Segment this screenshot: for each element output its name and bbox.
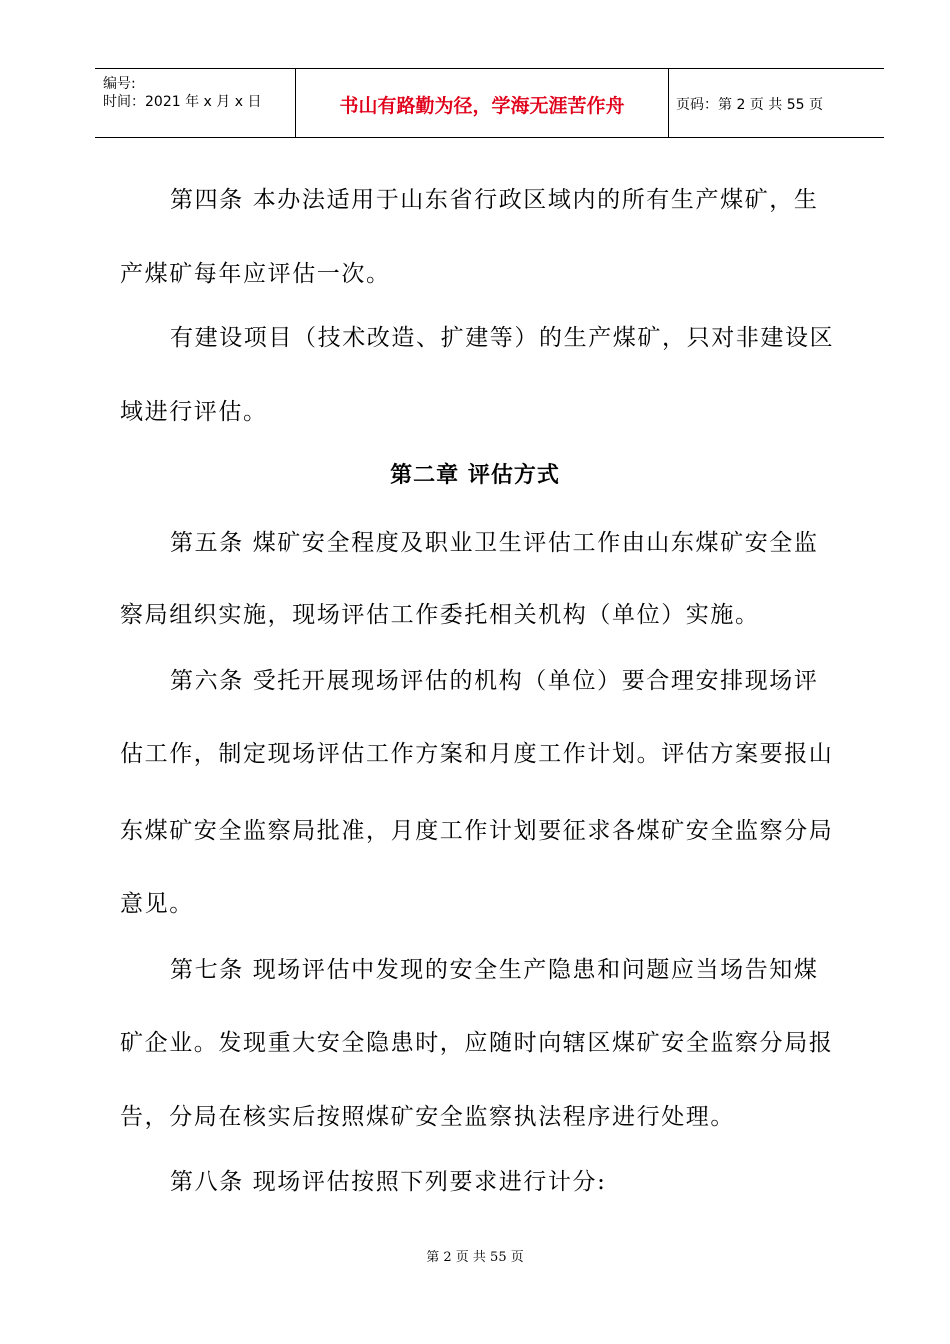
paragraph-line: 东煤矿安全监察局批准，月度工作计划要征求各煤矿安全监察分局 — [120, 818, 834, 844]
paragraph-line: 有建设项目（技术改造、扩建等）的生产煤矿，只对非建设区 — [170, 325, 835, 351]
paragraph-line: 第七条 现场评估中发现的安全生产隐患和问题应当场告知煤 — [170, 957, 819, 983]
header-page-info: 页码：第 2 页 共 55 页 — [676, 97, 823, 113]
header-page-cell — [668, 69, 884, 137]
paragraph-line: 域进行评估。 — [120, 399, 268, 425]
document-time-label: 时间：2021 年 x 月 x 日 — [103, 94, 262, 110]
paragraph-line: 察局组织实施，现场评估工作委托相关机构（单位）实施。 — [120, 602, 760, 628]
paragraph-line: 第四条 本办法适用于山东省行政区域内的所有生产煤矿，生 — [170, 187, 819, 213]
paragraph-line: 估工作，制定现场评估工作方案和月度工作计划。评估方案要报山 — [120, 741, 834, 767]
paragraph-line: 第六条 受托开展现场评估的机构（单位）要合理安排现场评 — [170, 668, 819, 694]
paragraph-line: 第五条 煤矿安全程度及职业卫生评估工作由山东煤矿安全监 — [170, 530, 819, 556]
header-motto: 书山有路勤为径，学海无涯苦作舟 — [339, 95, 625, 117]
document-header — [95, 68, 884, 138]
header-meta-cell — [95, 69, 295, 137]
paragraph-line: 告，分局在核实后按照煤矿安全监察执法程序进行处理。 — [120, 1104, 735, 1130]
paragraph-line: 意见。 — [120, 891, 194, 917]
chapter-heading: 第二章 评估方式 — [390, 463, 560, 488]
paragraph-line: 矿企业。发现重大安全隐患时，应随时向辖区煤矿安全监察分局报 — [120, 1030, 834, 1056]
paragraph-line: 产煤矿每年应评估一次。 — [120, 261, 391, 287]
document-code-label: 编号: — [103, 76, 136, 92]
page-footer: 第 2 页 共 55 页 — [426, 1250, 524, 1265]
paragraph-line: 第八条 现场评估按照下列要求进行计分: — [170, 1169, 607, 1195]
header-motto-cell — [295, 69, 669, 137]
